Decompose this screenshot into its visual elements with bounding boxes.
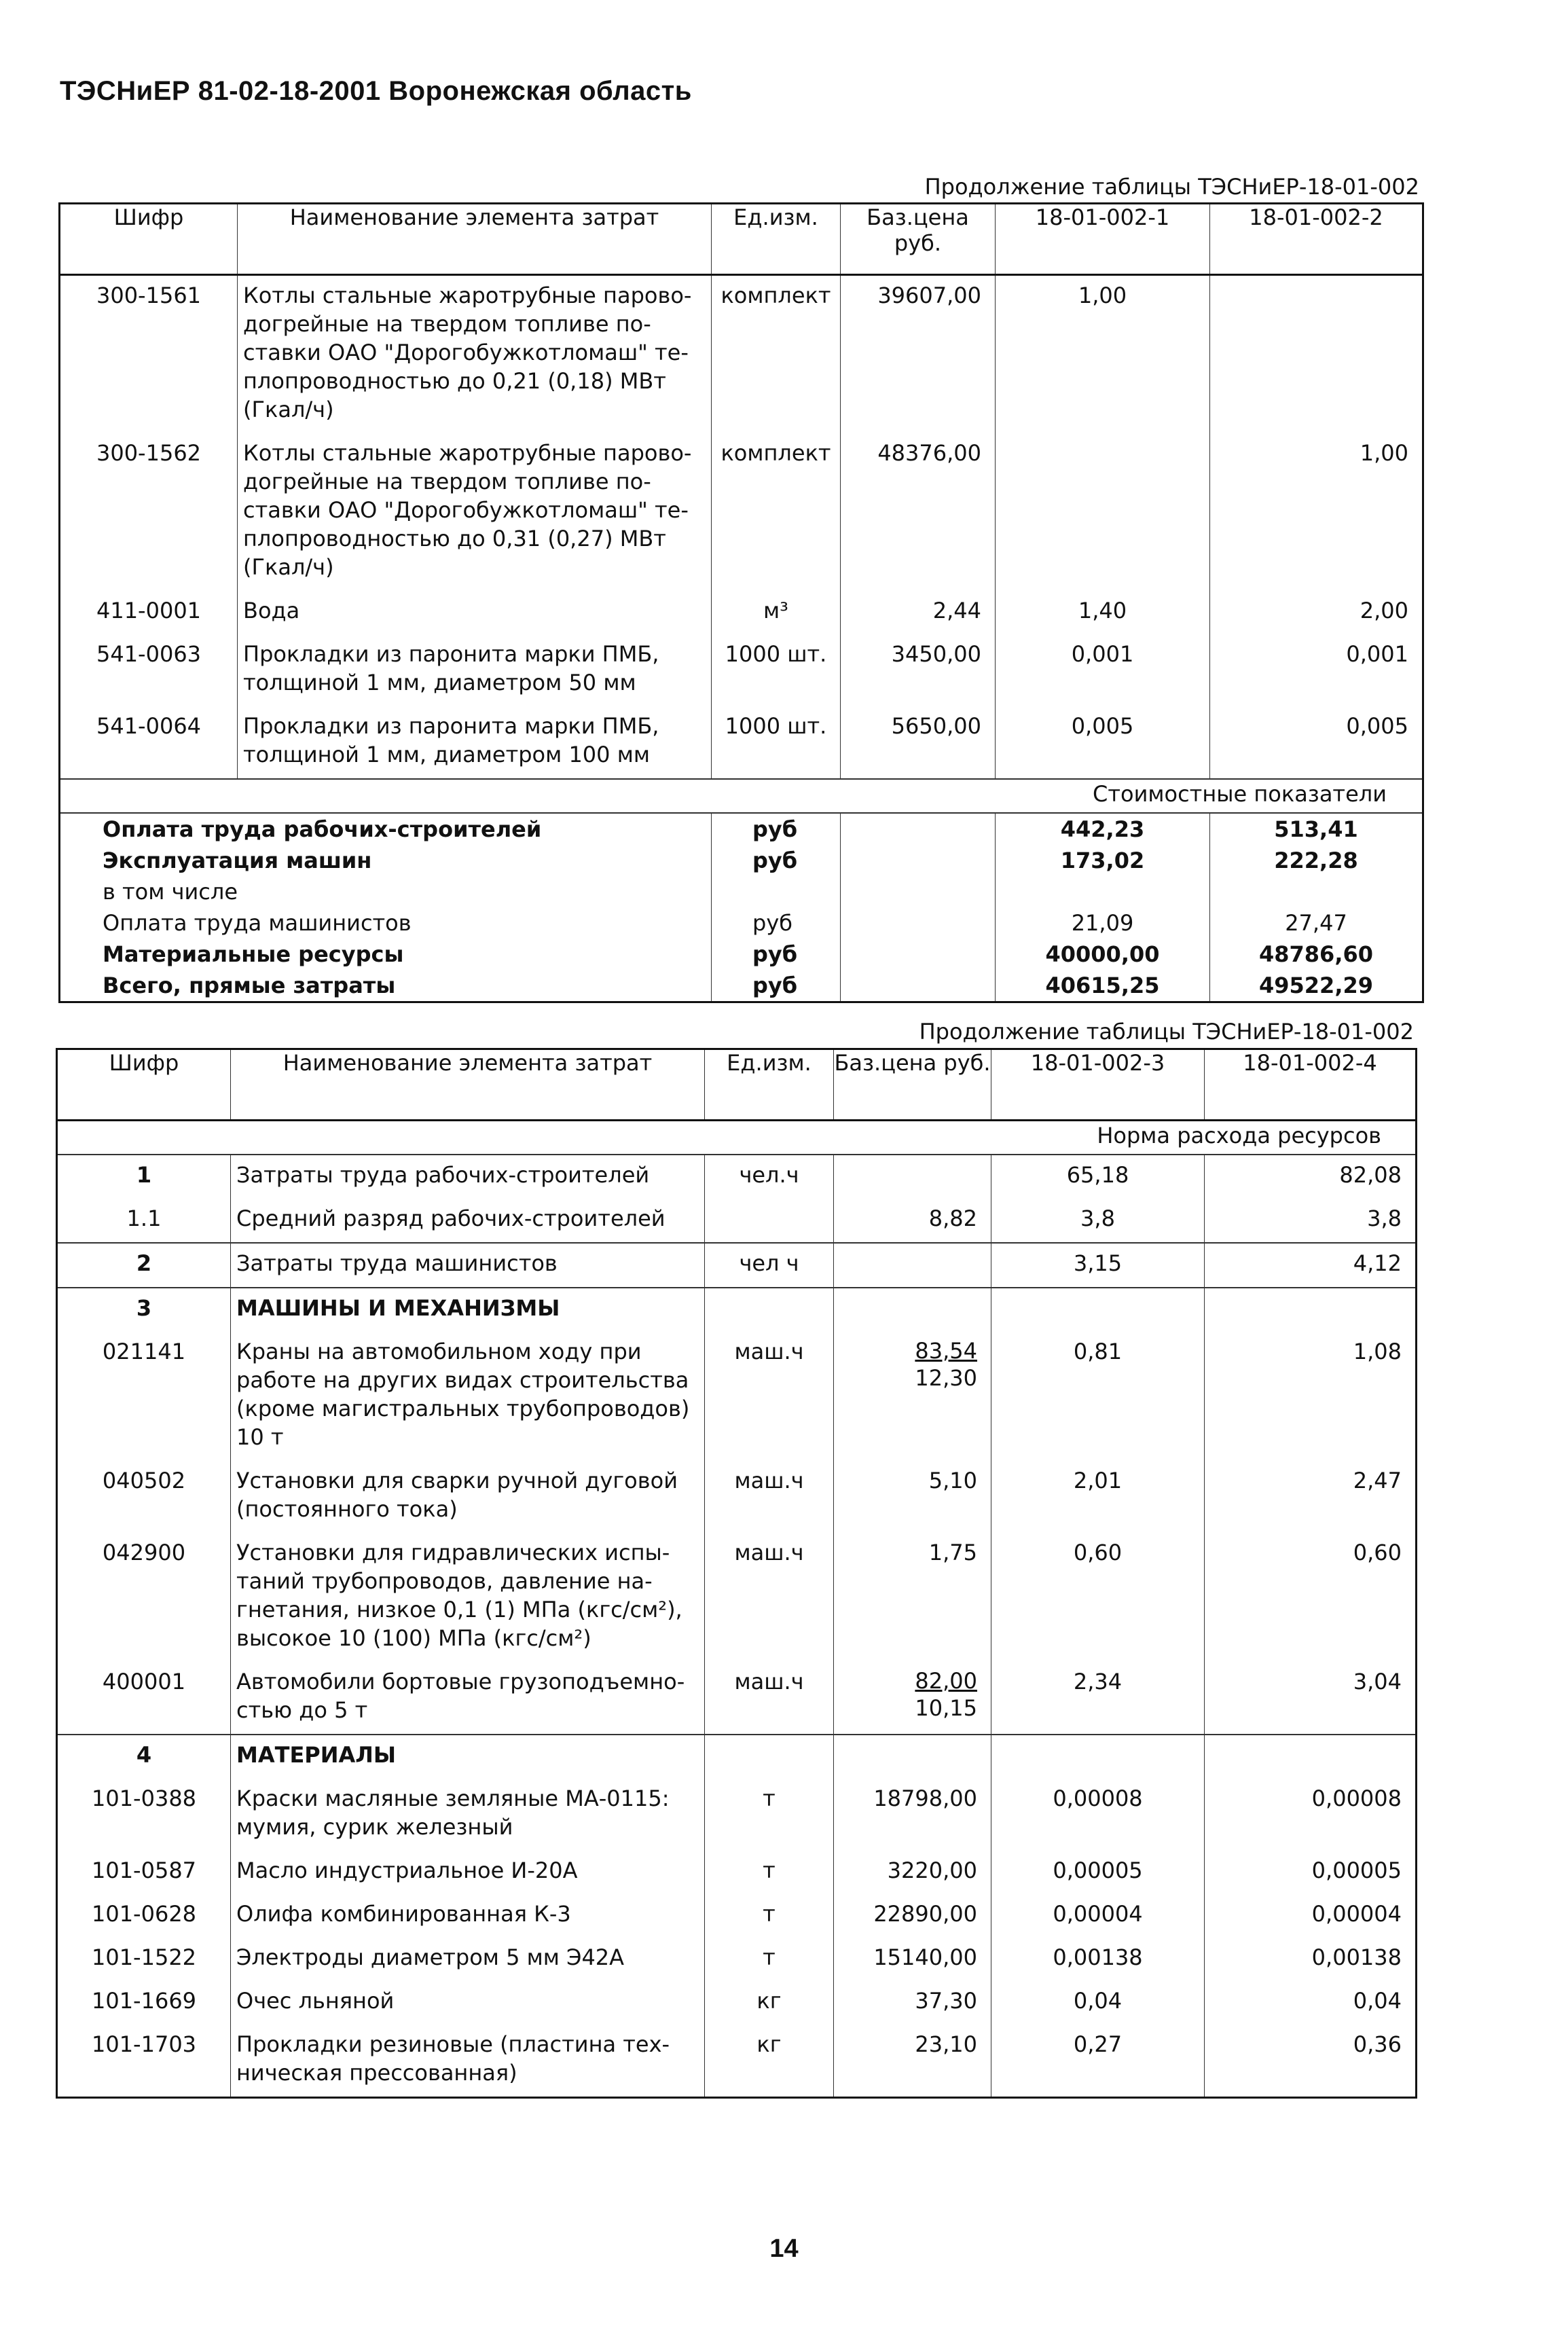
summary-unit: руб <box>712 813 841 845</box>
summary-row <box>60 876 1423 907</box>
row-unit: маш.ч <box>705 1533 834 1662</box>
row-unit: т <box>705 1779 834 1851</box>
row-value-a: 0,00008 <box>991 1779 1205 1851</box>
row-value-a: 0,00005 <box>991 1851 1205 1894</box>
row-unit <box>705 1735 834 1779</box>
row-unit: т <box>705 1851 834 1894</box>
table-row <box>57 1461 1417 1533</box>
row-name: МАТЕРИАЛЫ <box>231 1735 705 1779</box>
table-row <box>60 706 1423 779</box>
row-name: Краски масляные земляные МА-0115: мумия, сурик железный <box>231 1779 705 1851</box>
row-price: 22890,00 <box>834 1894 991 1938</box>
table-row <box>57 1199 1417 1243</box>
row-code: 042900 <box>57 1533 231 1662</box>
price-main: 82,00 <box>915 1668 977 1694</box>
row-value-a: 3,8 <box>991 1199 1205 1243</box>
row-price <box>834 1332 991 1461</box>
row-value-a: 1,00 <box>996 275 1210 434</box>
header-col-b: 18-01-002-4 <box>1205 1049 1417 1121</box>
summary-row <box>60 970 1423 1002</box>
row-value-b: 1,00 <box>1210 433 1423 591</box>
price-fraction <box>915 1337 977 1392</box>
header-price: Баз.цена руб. <box>834 1049 991 1121</box>
price-wage: 10,15 <box>915 1695 977 1721</box>
row-code: 101-1522 <box>57 1938 231 1981</box>
row-code: 101-1703 <box>57 2025 231 2098</box>
row-code: 400001 <box>57 1662 231 1735</box>
row-value-b: 2,47 <box>1205 1461 1417 1533</box>
summary-value-a: 40615,25 <box>996 970 1210 1002</box>
row-value-a: 0,81 <box>991 1332 1205 1461</box>
row-unit: чел ч <box>705 1243 834 1288</box>
summary-label: Всего, прямые затраты <box>60 970 712 1002</box>
table-row <box>57 1981 1417 2025</box>
header-col-a: 18-01-002-3 <box>991 1049 1205 1121</box>
row-value-b: 0,00004 <box>1205 1894 1417 1938</box>
table1 <box>58 202 1424 1003</box>
row-price: 18798,00 <box>834 1779 991 1851</box>
document-title: ТЭСНиЕР 81-02-18-2001 Воронежская область <box>60 76 692 106</box>
row-unit: м³ <box>712 591 841 634</box>
row-price: 48376,00 <box>841 433 996 591</box>
summary-price-spacer <box>841 845 996 876</box>
row-price: 5650,00 <box>841 706 996 779</box>
price-wage: 12,30 <box>915 1365 977 1391</box>
row-value-b: 0,04 <box>1205 1981 1417 2025</box>
row-value-b: 0,00005 <box>1205 1851 1417 1894</box>
row-value-a: 3,15 <box>991 1243 1205 1288</box>
row-name: Масло индустриальное И-20А <box>231 1851 705 1894</box>
row-code: 300-1561 <box>60 275 238 434</box>
table-header-row <box>60 204 1423 275</box>
row-name: Установки для сварки ручной дуговой (постоянного тока) <box>231 1461 705 1533</box>
row-name: Прокладки резиновые (пластина техническая прессованная) <box>231 2025 705 2098</box>
row-value-a: 0,04 <box>991 1981 1205 2025</box>
table1-caption: Продолжение таблицы ТЭСНиЕР-18-01-002 <box>924 174 1419 200</box>
row-value-b: 0,00138 <box>1205 1938 1417 1981</box>
row-price: 3450,00 <box>841 634 996 706</box>
row-unit: маш.ч <box>705 1461 834 1533</box>
header-price: Баз.цена руб. <box>841 204 996 275</box>
row-value-a: 0,001 <box>996 634 1210 706</box>
table-row <box>60 275 1423 434</box>
summary-row <box>60 813 1423 845</box>
row-name: Вода <box>238 591 712 634</box>
row-value-a: 2,01 <box>991 1461 1205 1533</box>
summary-price-spacer <box>841 939 996 970</box>
row-value-b: 0,001 <box>1210 634 1423 706</box>
row-value-b: 3,8 <box>1205 1199 1417 1243</box>
row-value-a: 0,005 <box>996 706 1210 779</box>
row-value-b: 0,60 <box>1205 1533 1417 1662</box>
row-price: 37,30 <box>834 1981 991 2025</box>
price-main: 83,54 <box>915 1338 977 1364</box>
row-value-b: 3,04 <box>1205 1662 1417 1735</box>
summary-unit: руб <box>712 939 841 970</box>
row-value-a: 0,00138 <box>991 1938 1205 1981</box>
row-value-a: 0,60 <box>991 1533 1205 1662</box>
summary-value-b: 222,28 <box>1210 845 1423 876</box>
header-col-a: 18-01-002-1 <box>996 204 1210 275</box>
row-price: 1,75 <box>834 1533 991 1662</box>
row-price: 5,10 <box>834 1461 991 1533</box>
row-unit <box>705 1199 834 1243</box>
table-row <box>57 1851 1417 1894</box>
row-price <box>834 1288 991 1332</box>
row-price: 3220,00 <box>834 1851 991 1894</box>
row-code: 3 <box>57 1288 231 1332</box>
row-code: 101-0388 <box>57 1779 231 1851</box>
header-name: Наименование элемента затрат <box>231 1049 705 1121</box>
row-value-b: 0,36 <box>1205 2025 1417 2098</box>
row-code: 541-0063 <box>60 634 238 706</box>
row-value-a: 2,34 <box>991 1662 1205 1735</box>
row-unit: т <box>705 1894 834 1938</box>
row-value-b: 0,005 <box>1210 706 1423 779</box>
row-code: 411-0001 <box>60 591 238 634</box>
row-value-b: 82,08 <box>1205 1155 1417 1199</box>
summary-price-spacer <box>841 813 996 845</box>
row-name: Котлы стальные жаротрубные пароводогрейные на твердом топливе поставки ОАО "Дорогобужкотломаш" теплопроводностью до 0,31 (0,27) МВт (Гкал/ч) <box>238 433 712 591</box>
norm-header-spacer <box>57 1121 991 1155</box>
row-name: Прокладки из паронита марки ПМБ, толщиной 1 мм, диаметром 50 мм <box>238 634 712 706</box>
summary-unit: руб <box>712 970 841 1002</box>
row-name: Установки для гидравлических испытаний трубопроводов, давление нагнетания, низкое 0,1 (1) МПа (кгс/см²), высокое 10 (100) МПа (кгс/см²) <box>231 1533 705 1662</box>
summary-unit <box>712 876 841 907</box>
row-name: Затраты труда рабочих-строителей <box>231 1155 705 1199</box>
row-unit: 1000 шт. <box>712 706 841 779</box>
summary-price-spacer <box>841 876 996 907</box>
row-code: 1 <box>57 1155 231 1199</box>
summary-value-b: 27,47 <box>1210 907 1423 939</box>
row-name: Электроды диаметром 5 мм Э42А <box>231 1938 705 1981</box>
row-value-a: 0,00004 <box>991 1894 1205 1938</box>
summary-value-b: 48786,60 <box>1210 939 1423 970</box>
row-unit: чел.ч <box>705 1155 834 1199</box>
table-row <box>57 1332 1417 1461</box>
row-value-a <box>991 1288 1205 1332</box>
table-row <box>57 1533 1417 1662</box>
header-col-b: 18-01-002-2 <box>1210 204 1423 275</box>
table-row <box>57 1938 1417 1981</box>
table-row <box>57 1894 1417 1938</box>
row-unit: маш.ч <box>705 1662 834 1735</box>
summary-label: Материальные ресурсы <box>60 939 712 970</box>
row-value-a <box>991 1735 1205 1779</box>
summary-row <box>60 907 1423 939</box>
summary-unit: руб <box>712 907 841 939</box>
row-code: 021141 <box>57 1332 231 1461</box>
row-value-b: 2,00 <box>1210 591 1423 634</box>
row-value-a: 0,27 <box>991 2025 1205 2098</box>
row-value-b: 1,08 <box>1205 1332 1417 1461</box>
row-unit: 1000 шт. <box>712 634 841 706</box>
header-name: Наименование элемента затрат <box>238 204 712 275</box>
row-value-a <box>996 433 1210 591</box>
table-row <box>57 1779 1417 1851</box>
row-name: Краны на автомобильном ходу при работе на других видах строительства (кроме магистральных трубопроводов) 10 т <box>231 1332 705 1461</box>
summary-label: в том числе <box>60 876 712 907</box>
row-value-b <box>1210 275 1423 434</box>
row-value-b: 0,00008 <box>1205 1779 1417 1851</box>
row-name: Автомобили бортовые грузоподъемностью до 5 т <box>231 1662 705 1735</box>
row-value-b: 4,12 <box>1205 1243 1417 1288</box>
row-price: 15140,00 <box>834 1938 991 1981</box>
summary-value-a: 21,09 <box>996 907 1210 939</box>
row-unit: маш.ч <box>705 1332 834 1461</box>
row-price <box>834 1662 991 1735</box>
row-code: 2 <box>57 1243 231 1288</box>
table2 <box>56 1048 1417 2099</box>
row-value-a: 1,40 <box>996 591 1210 634</box>
row-unit: т <box>705 1938 834 1981</box>
row-price: 2,44 <box>841 591 996 634</box>
table2-caption: Продолжение таблицы ТЭСНиЕР-18-01-002 <box>919 1019 1414 1045</box>
row-name: Очес льняной <box>231 1981 705 2025</box>
summary-label: Оплата труда рабочих-строителей <box>60 813 712 845</box>
row-name: Прокладки из паронита марки ПМБ, толщиной 1 мм, диаметром 100 мм <box>238 706 712 779</box>
summary-value-b: 49522,29 <box>1210 970 1423 1002</box>
table-row <box>57 1735 1417 1779</box>
row-price: 8,82 <box>834 1199 991 1243</box>
row-code: 300-1562 <box>60 433 238 591</box>
row-name: МАШИНЫ И МЕХАНИЗМЫ <box>231 1288 705 1332</box>
row-code: 101-0628 <box>57 1894 231 1938</box>
table-row <box>57 1662 1417 1735</box>
summary-value-b <box>1210 876 1423 907</box>
summary-header-spacer <box>60 779 996 813</box>
header-unit: Ед.изм. <box>705 1049 834 1121</box>
table-row <box>57 2025 1417 2098</box>
row-unit: комплект <box>712 433 841 591</box>
summary-price-spacer <box>841 907 996 939</box>
row-unit: комплект <box>712 275 841 434</box>
norm-header-row <box>57 1121 1417 1155</box>
row-name: Средний разряд рабочих-строителей <box>231 1199 705 1243</box>
summary-price-spacer <box>841 970 996 1002</box>
row-price <box>834 1155 991 1199</box>
row-code: 1.1 <box>57 1199 231 1243</box>
row-name: Затраты труда машинистов <box>231 1243 705 1288</box>
row-price: 23,10 <box>834 2025 991 2098</box>
summary-header-row <box>60 779 1423 813</box>
header-code: Шифр <box>57 1049 231 1121</box>
summary-value-a: 173,02 <box>996 845 1210 876</box>
header-unit: Ед.изм. <box>712 204 841 275</box>
row-code: 101-1669 <box>57 1981 231 2025</box>
norm-header: Норма расхода ресурсов <box>991 1121 1417 1155</box>
row-price <box>834 1735 991 1779</box>
row-price: 39607,00 <box>841 275 996 434</box>
row-value-b <box>1205 1288 1417 1332</box>
row-code: 101-0587 <box>57 1851 231 1894</box>
price-fraction <box>915 1667 977 1722</box>
table-row <box>60 591 1423 634</box>
row-name: Олифа комбинированная К-3 <box>231 1894 705 1938</box>
row-code: 541-0064 <box>60 706 238 779</box>
summary-header: Стоимостные показатели <box>996 779 1423 813</box>
page-number: 14 <box>769 2234 799 2263</box>
summary-label: Оплата труда машинистов <box>60 907 712 939</box>
row-unit: кг <box>705 2025 834 2098</box>
row-code: 040502 <box>57 1461 231 1533</box>
row-unit: кг <box>705 1981 834 2025</box>
row-value-a: 65,18 <box>991 1155 1205 1199</box>
table-row <box>57 1288 1417 1332</box>
summary-row <box>60 939 1423 970</box>
table-row <box>57 1243 1417 1288</box>
summary-unit: руб <box>712 845 841 876</box>
summary-value-b: 513,41 <box>1210 813 1423 845</box>
row-price <box>834 1243 991 1288</box>
header-code: Шифр <box>60 204 238 275</box>
row-name: Котлы стальные жаротрубные пароводогрейные на твердом топливе поставки ОАО "Дорогобужкотломаш" теплопроводностью до 0,21 (0,18) МВт (Гкал/ч) <box>238 275 712 434</box>
summary-label: Эксплуатация машин <box>60 845 712 876</box>
row-value-b <box>1205 1735 1417 1779</box>
row-code: 4 <box>57 1735 231 1779</box>
row-unit <box>705 1288 834 1332</box>
summary-value-a: 40000,00 <box>996 939 1210 970</box>
summary-value-a: 442,23 <box>996 813 1210 845</box>
summary-row <box>60 845 1423 876</box>
table-row <box>57 1155 1417 1199</box>
table-row <box>60 634 1423 706</box>
summary-value-a <box>996 876 1210 907</box>
table-row <box>60 433 1423 591</box>
table-header-row <box>57 1049 1417 1121</box>
